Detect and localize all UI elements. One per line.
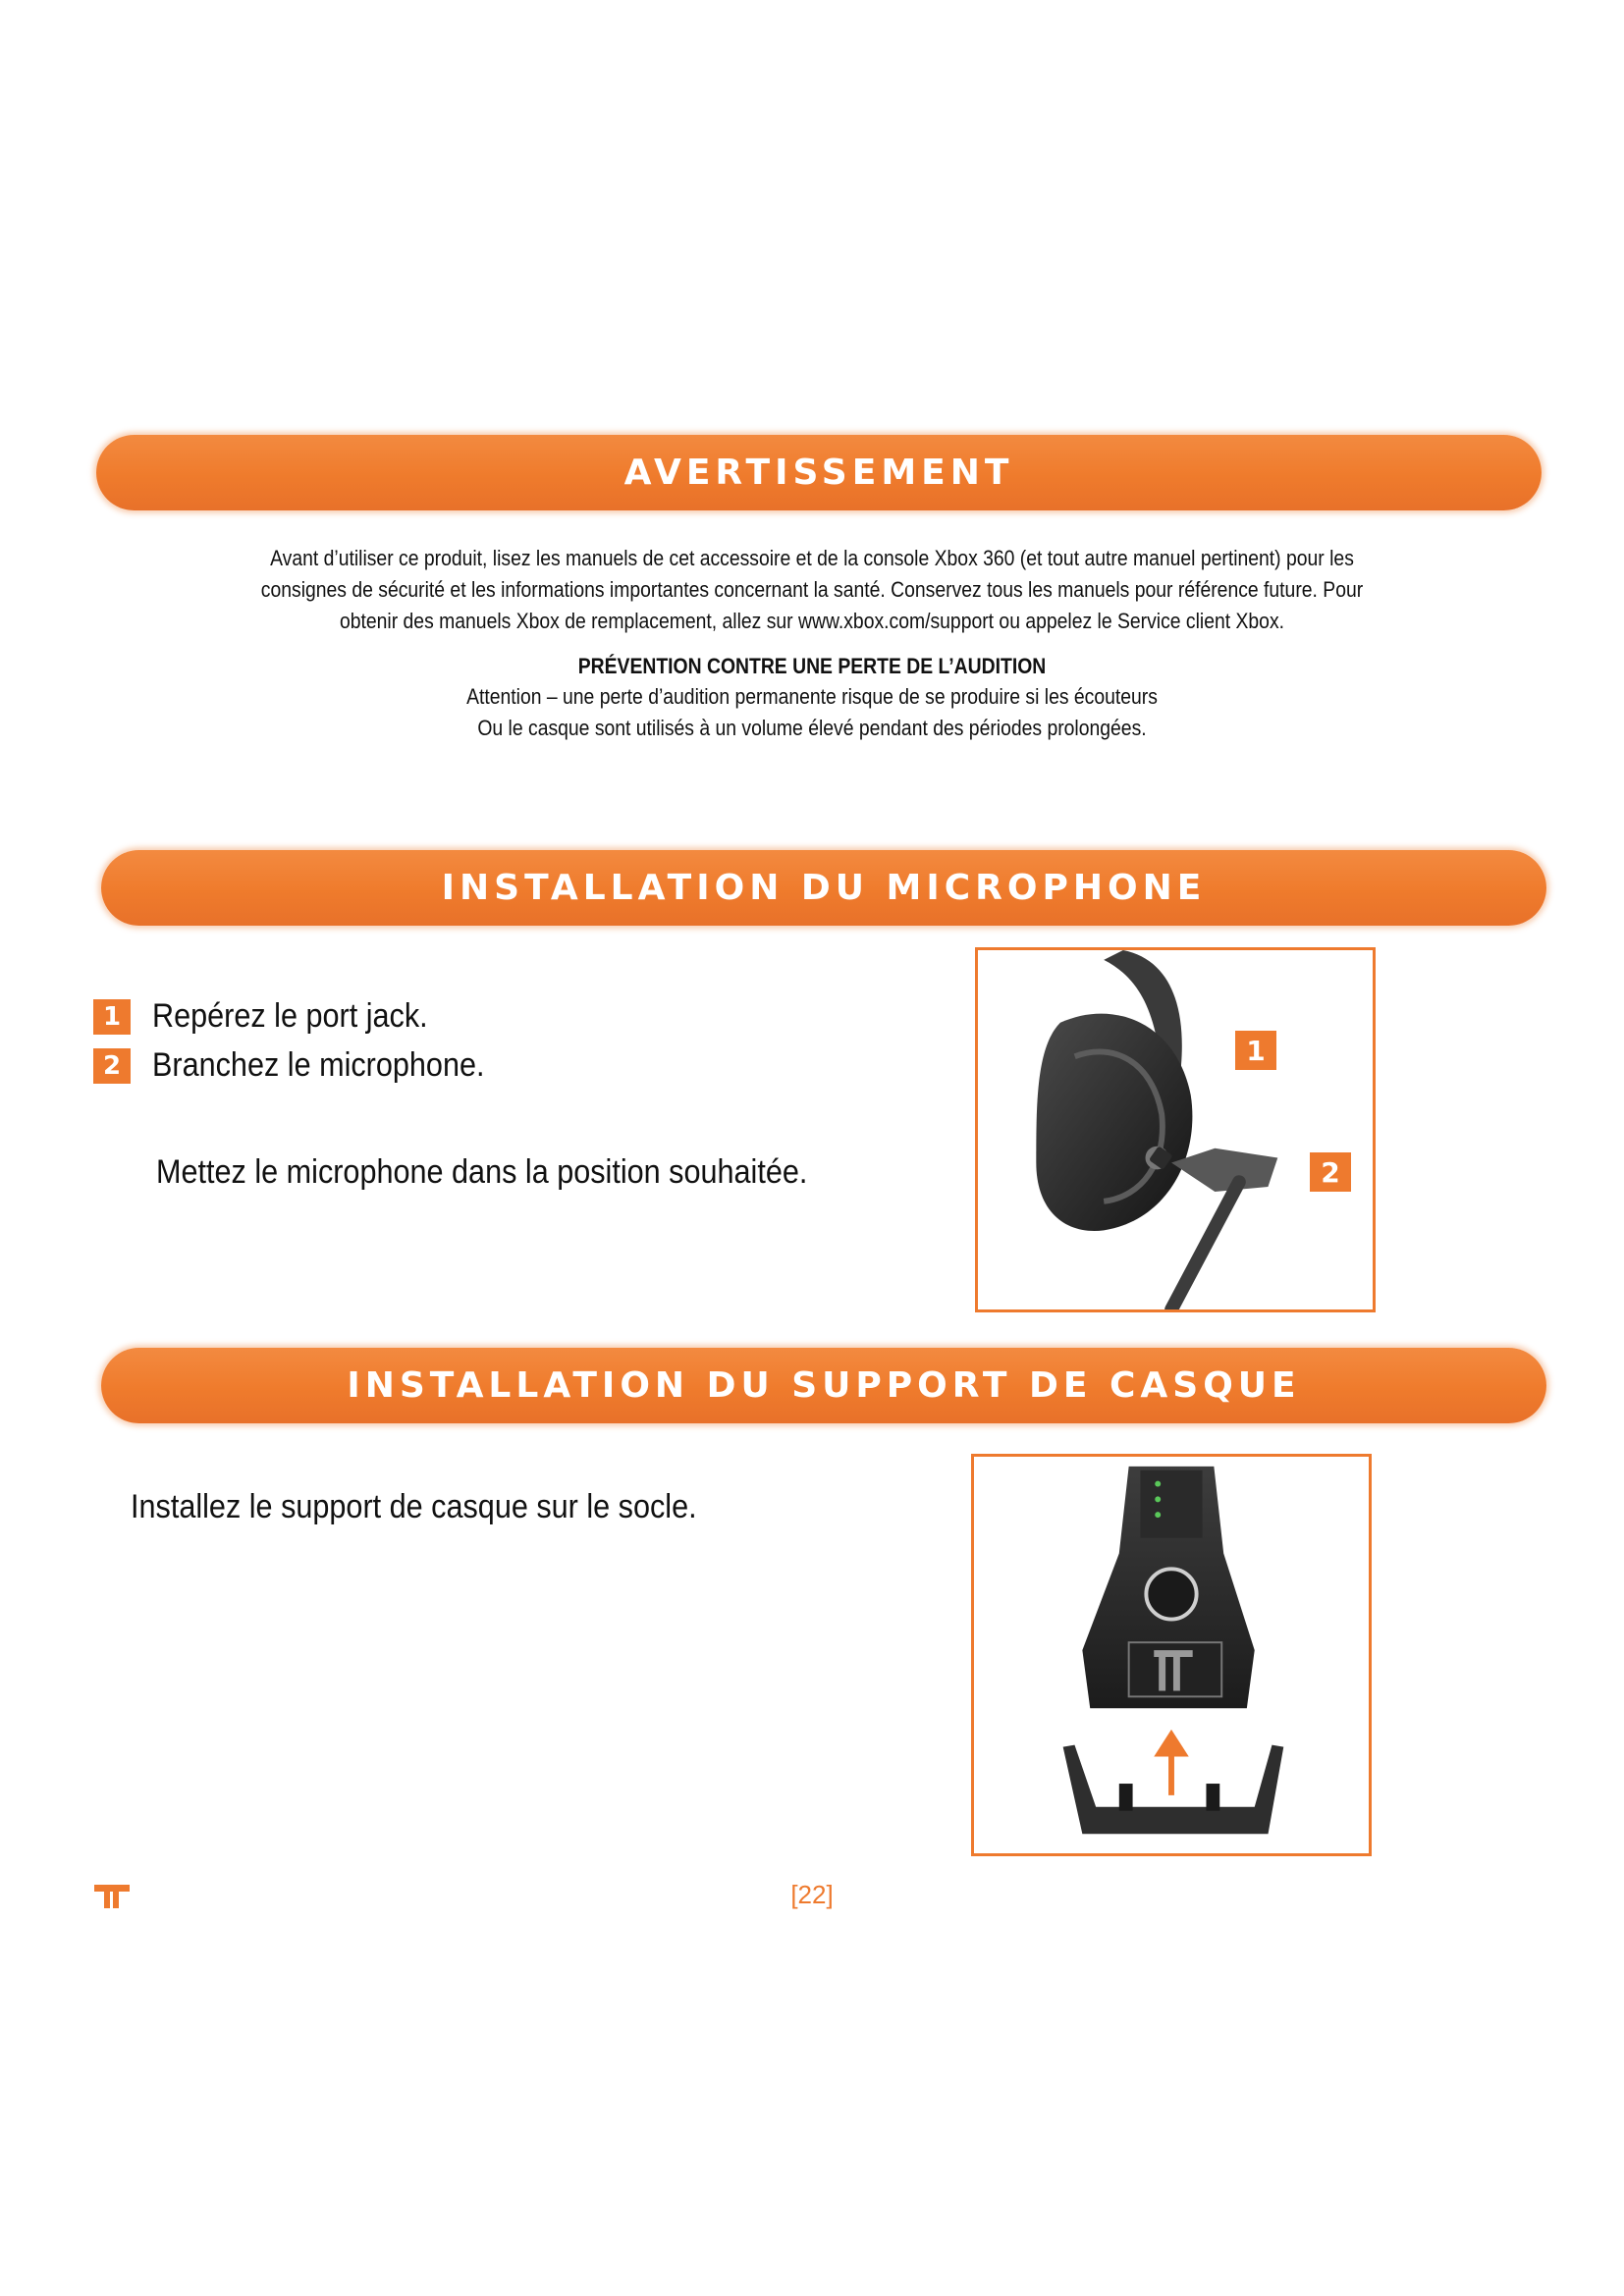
step-text: Branchez le microphone. (152, 1046, 485, 1084)
warning-title: AVERTISSEMENT (623, 453, 1014, 493)
warning-line: Avant d’utiliser ce produit, lisez les manuels de cet accessoire et de la console Xbox 360 (et tout autre manuel pertinent) pour les (270, 546, 1354, 570)
figure-label-1: 1 (1235, 1031, 1276, 1070)
hearing-line: Ou le casque sont utilisés à un volume élevé pendant des périodes prolongées. (477, 716, 1147, 740)
warning-paragraph (158, 543, 1466, 637)
microphone-title: INSTALLATION DU MICROPHONE (441, 868, 1207, 908)
warning-line: obtenir des manuels Xbox de remplacement, allez sur www.xbox.com/support ou appelez le Service client Xbox. (339, 609, 1285, 633)
step-number-badge: 1 (93, 999, 131, 1035)
warning-line: consignes de sécurité et les informations importantes concernant la santé. Conservez tous les manuels pour référence future. Pour (260, 577, 1364, 602)
step-text: Repérez le port jack. (152, 997, 428, 1035)
hearing-subheading: PRÉVENTION CONTRE UNE PERTE DE L’AUDITION (577, 654, 1047, 678)
microphone-step-2 (93, 1046, 521, 1085)
warning-banner (96, 435, 1542, 510)
stand-image (974, 1457, 1369, 1853)
stand-instruction: Installez le support de casque sur le socle. (131, 1488, 697, 1525)
hearing-paragraph (270, 681, 1354, 744)
hearing-line: Attention – une perte d’audition permanente risque de se produire si les écouteurs (466, 684, 1158, 709)
headset-microphone-illustration (975, 947, 1376, 1312)
stand-banner (101, 1348, 1546, 1423)
figure-label-2: 2 (1310, 1152, 1351, 1192)
microphone-note: Mettez le microphone dans la position souhaitée. (156, 1153, 808, 1191)
page-number: [22] (790, 1880, 834, 1909)
headset-image (978, 950, 1373, 1309)
step-number-badge: 2 (93, 1048, 131, 1084)
tritton-logo-icon (94, 1885, 130, 1913)
microphone-step-1 (93, 997, 459, 1036)
microphone-banner (101, 850, 1546, 926)
headset-stand-illustration (971, 1454, 1372, 1856)
stand-title: INSTALLATION DU SUPPORT DE CASQUE (347, 1365, 1301, 1406)
